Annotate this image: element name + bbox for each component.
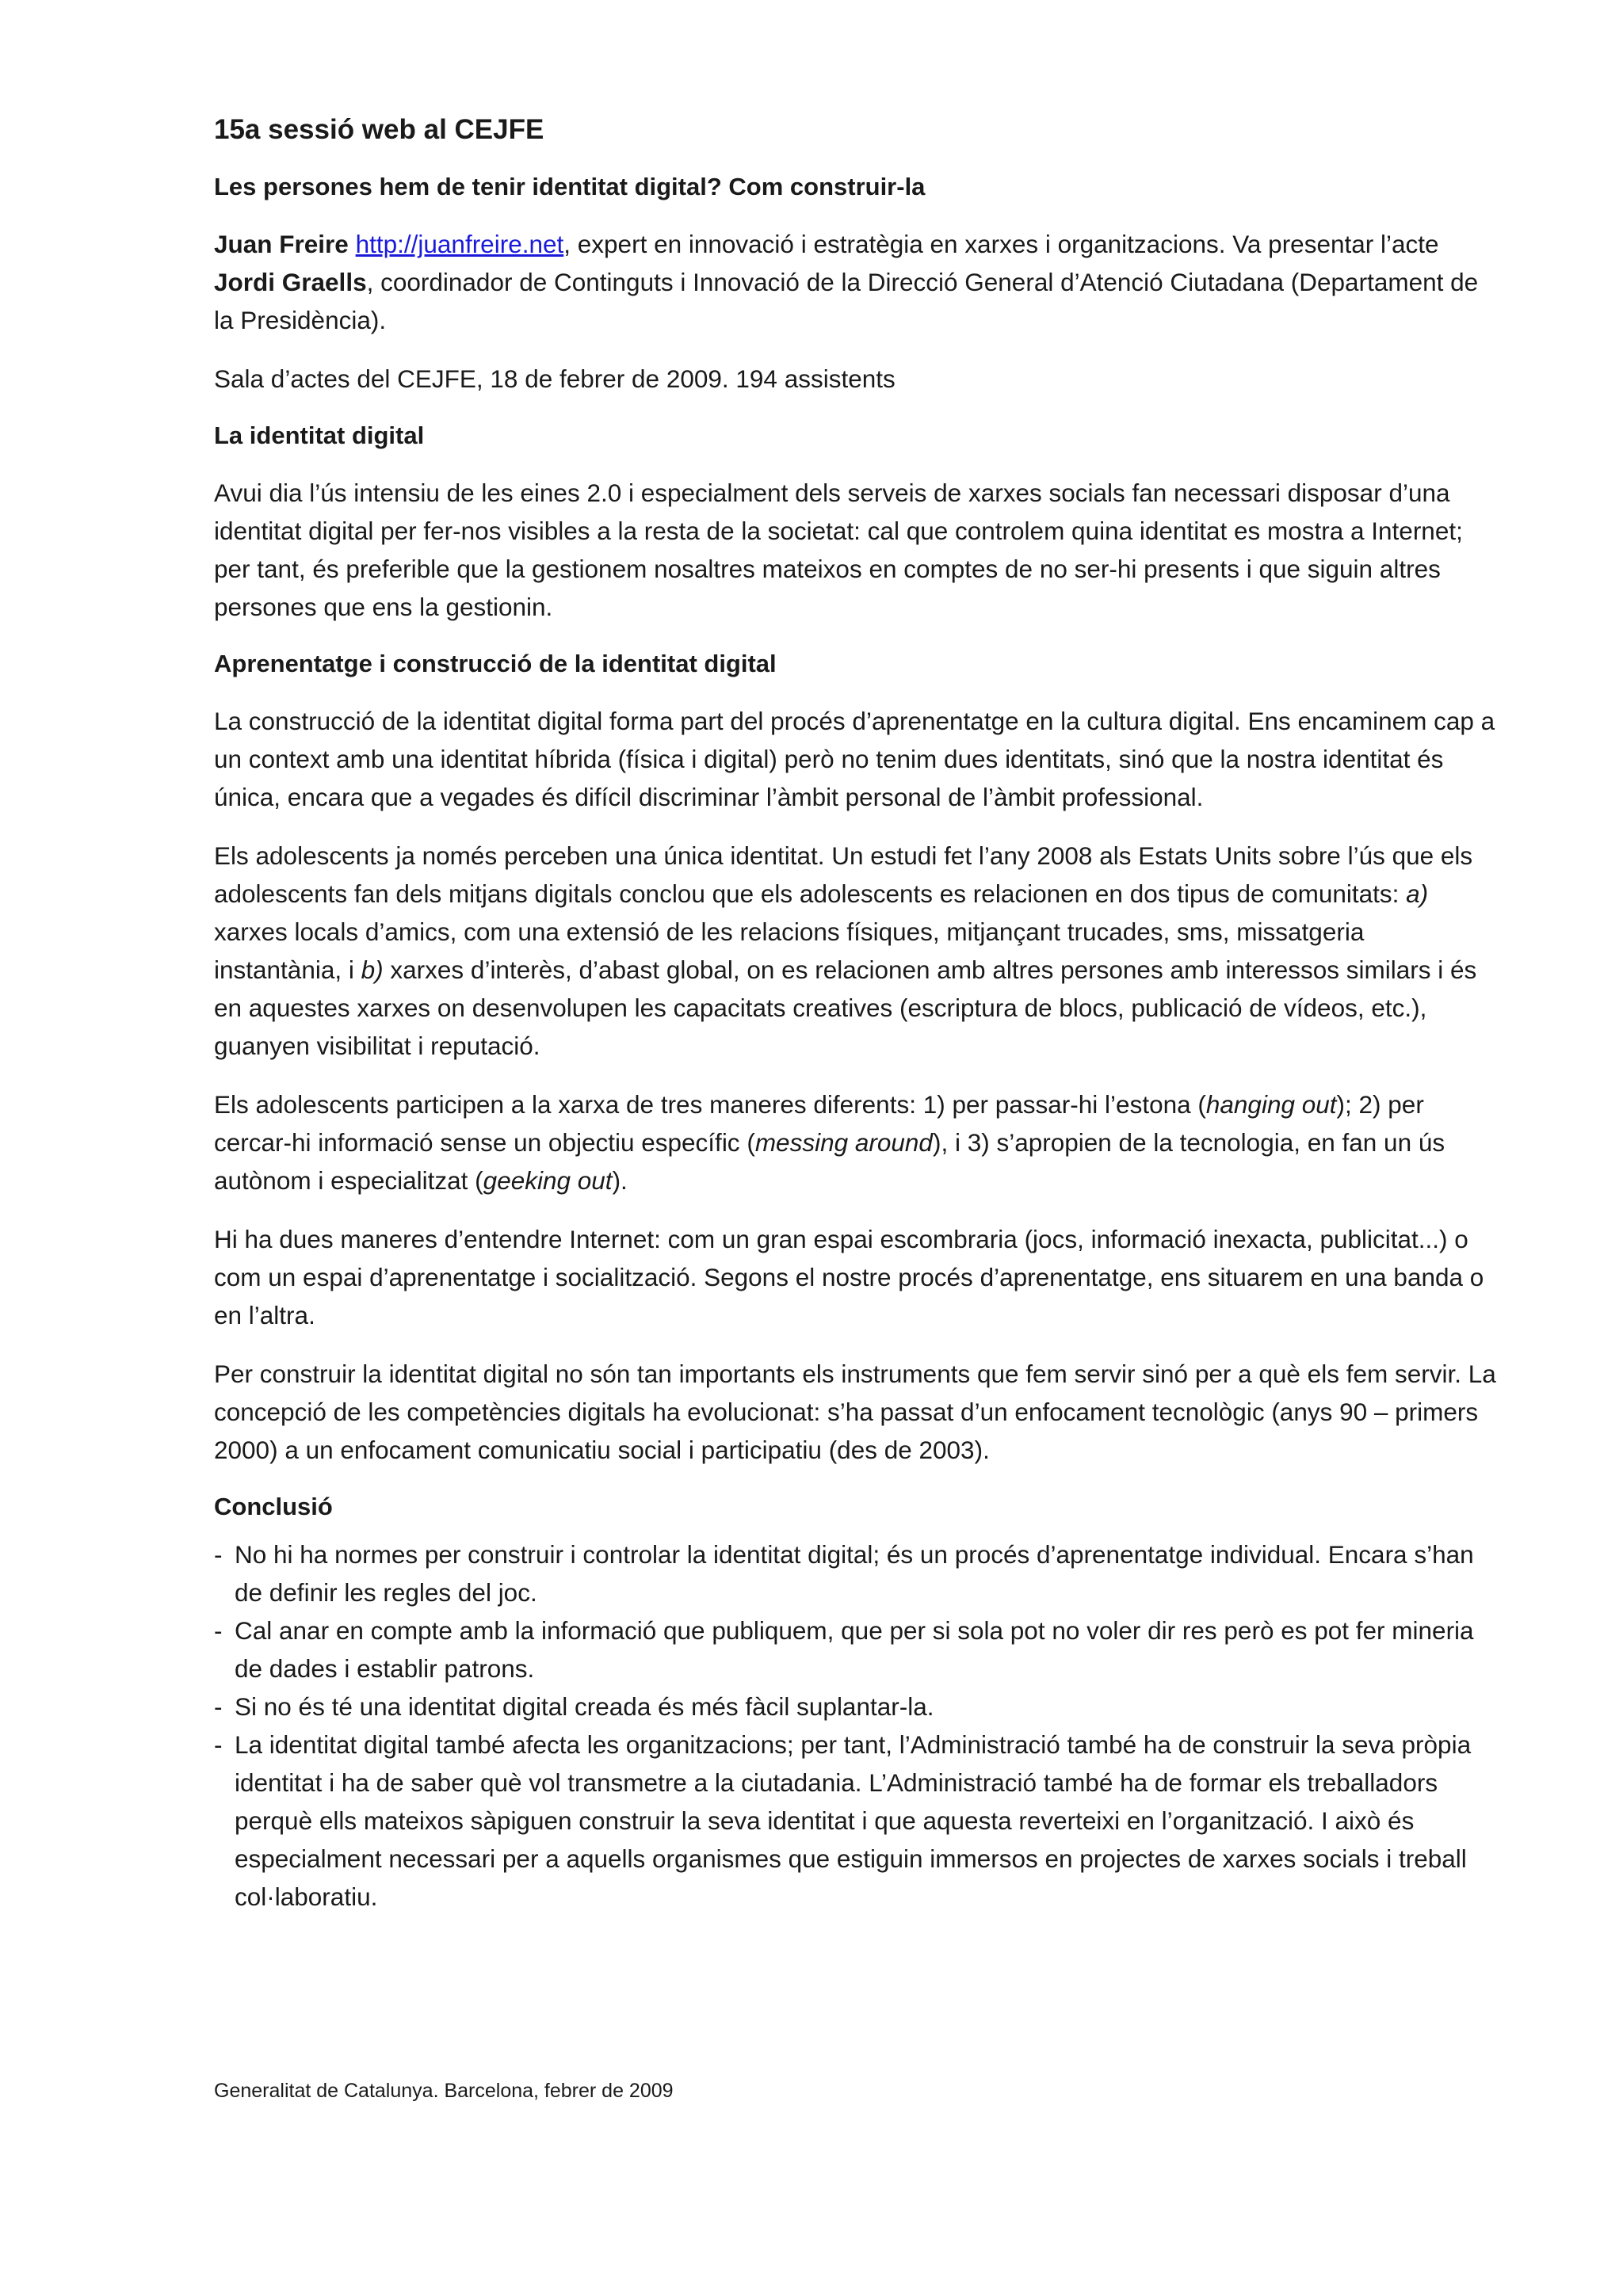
- list-item-text: Si no és té una identitat digital creada és més fàcil suplantar-la.: [235, 1692, 934, 1721]
- term-hanging-out: hanging out: [1205, 1090, 1337, 1119]
- list-item-text: No hi ha normes per construir i controlar la identitat digital; és un procés d’aprenentatge individual. Encara s’han de definir les regles del joc.: [235, 1540, 1474, 1607]
- learning-paragraph-5: Per construir la identitat digital no són tan importants els instruments que fem servir sinó per a què els fem servir. La concepció de les competències digitals ha evolucionat: s’ha passat d’un enfocament tecnològic (anys 90 – primers 2000) a un enfocament comunicatiu social i participatiu (des de 2003).: [214, 1360, 1496, 1464]
- page-footer: Generalitat de Catalunya. Barcelona, febrer de 2009: [214, 2080, 674, 2102]
- section-heading-learning: Aprenentatge i construcció de la identitat digital: [214, 650, 777, 677]
- list-item-text: La identitat digital també afecta les organitzacions; per tant, l’Administració també ha de construir la seva pròpia identitat i ha de saber què vol transmetre a la ciutadania. L’Administració també ha de formar els treballadors perquè ells mateixos sàpiguen construir la seva identitat i que aquesta reverteixi en l’organització. I això és especialment necessari per a aquells organismes que estiguin immersos en projectes de xarxes socials i treball col·laboratiu.: [235, 1730, 1472, 1911]
- text-run: ); 2) per cercar-hi informació sense un objectiu específic (: [214, 1090, 1424, 1157]
- speaker-link[interactable]: http://juanfreire.net: [355, 230, 564, 258]
- page-subtitle: Les persones hem de tenir identitat digital? Com construir-la: [214, 173, 926, 200]
- page-title: 15a sessió web al CEJFE: [214, 114, 544, 145]
- list-label-a: a): [1406, 879, 1429, 908]
- bullet-marker: -: [214, 1730, 223, 1759]
- list-label-b: b): [361, 955, 384, 984]
- presenter-name: Jordi Graells: [214, 268, 367, 296]
- conclusion-list: [214, 1535, 1498, 1916]
- term-messing-around: messing around: [754, 1128, 933, 1157]
- list-item: [214, 1611, 1498, 1688]
- section-heading-identity: La identitat digital: [214, 421, 425, 449]
- text-run: ), i 3) s’apropien de la tecnologia, en fan un ús autònom i especialitzat (: [214, 1128, 1445, 1195]
- list-item: [214, 1726, 1498, 1916]
- text-run: Els adolescents participen a la xarxa de tres maneres diferents: 1) per passar-hi l’estona (: [214, 1090, 1206, 1119]
- text-run: xarxes locals d’amics, com una extensió de les relacions físiques, mitjançant trucades, sms, missatgeria instantània, i: [214, 917, 1365, 984]
- section-heading-conclusion: Conclusió: [214, 1493, 333, 1520]
- bullet-marker: -: [214, 1616, 223, 1645]
- speaker-description: , expert en innovació i estratègia en xarxes i organitzacions. Va presentar l’acte: [563, 230, 1439, 258]
- text-run: xarxes d’interès, d’abast global, on es relacionen amb altres persones amb interessos similars i és en aquestes xarxes on desenvolupen les capacitats creatives (escriptura de blocs, publicació de vídeos, etc.), guanyen visibilitat i reputació.: [214, 955, 1477, 1060]
- speaker-name: Juan Freire: [214, 230, 349, 258]
- term-geeking-out: geeking out: [483, 1166, 613, 1195]
- learning-paragraph-4: Hi ha dues maneres d’entendre Internet: com un gran espai escombraria (jocs, informació inexacta, publicitat...) o com un espai d’aprenentatge i socialització. Segons el nostre procés d’aprenentatge, ens situarem en una banda o en l’altra.: [214, 1225, 1484, 1329]
- learning-paragraph-2: [214, 837, 1498, 1065]
- bullet-marker: -: [214, 1692, 223, 1721]
- intro-paragraph: [214, 225, 1498, 339]
- text-run: Els adolescents ja només perceben una única identitat. Un estudi fet l’any 2008 als Estats Units sobre l’ús que els adolescents fan dels mitjans digitals conclou que els adolescents es relacionen en dos tipus de comunitats:: [214, 841, 1473, 908]
- learning-paragraph-1: La construcció de la identitat digital forma part del procés d’aprenentatge en la cultura digital. Ens encaminem cap a un context amb una identitat híbrida (física i digital) però no tenim dues identitats, sinó que la nostra identitat és única, encara que a vegades és difícil discriminar l’àmbit personal de l’àmbit professional.: [214, 707, 1495, 811]
- learning-paragraph-3: [214, 1085, 1498, 1199]
- list-item: [214, 1535, 1498, 1611]
- venue-line: Sala d’actes del CEJFE, 18 de febrer de 2009. 194 assistents: [214, 364, 896, 393]
- list-item-text: Cal anar en compte amb la informació que publiquem, que per si sola pot no voler dir res però es pot fer mineria de dades i establir patrons.: [235, 1616, 1474, 1683]
- text-run: ).: [612, 1166, 628, 1195]
- document-body: [214, 111, 1498, 1916]
- presenter-description: , coordinador de Continguts i Innovació de la Direcció General d’Atenció Ciutadana (Departament de la Presidència).: [214, 268, 1479, 334]
- section-identity-paragraph: Avui dia l’ús intensiu de les eines 2.0 i especialment dels serveis de xarxes socials fan necessari disposar d’una identitat digital per fer-nos visibles a la resta de la societat: cal que controlem quina identitat es mostra a Internet; per tant, és preferible que la gestionem nosaltres mateixos en comptes de no ser-hi presents i que siguin altres persones que ens la gestionin.: [214, 479, 1463, 621]
- list-item: [214, 1688, 1498, 1726]
- bullet-marker: -: [214, 1540, 223, 1569]
